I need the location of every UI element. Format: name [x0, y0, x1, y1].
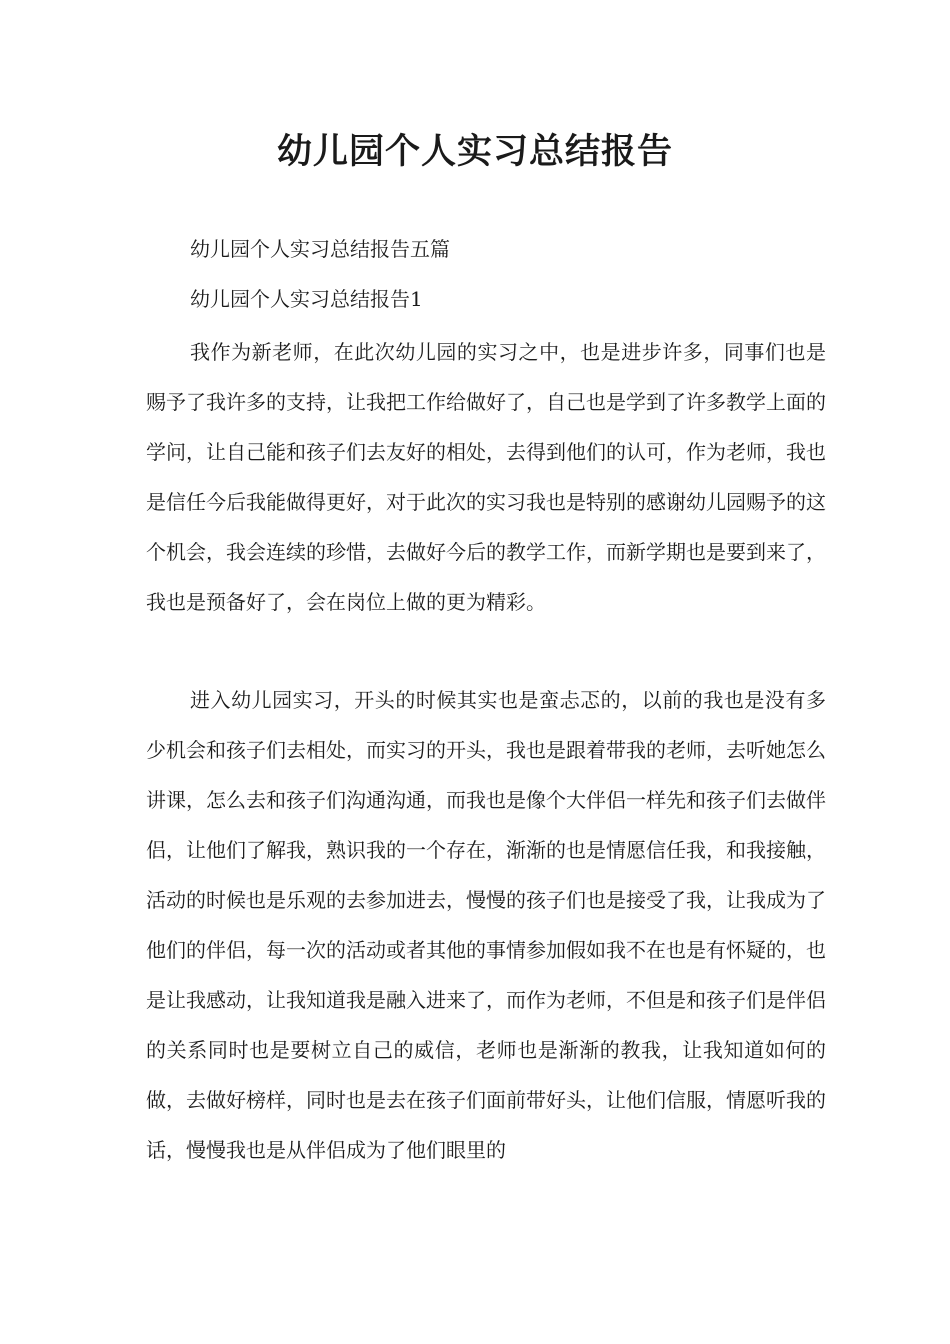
paragraph-1: 我作为新老师，在此次幼儿园的实习之中，也是进步许多，同事们也是赐予了我许多的支持，让我把工作给做好了，自己也是学到了许多教学上面的学问，让自己能和孩子们去友好的相处，去得到他们的认可，作为老师，我也是信任今后我能做得更好，对于此次的实习我也是特别的感谢幼儿园赐予的这个机会，我会连续的珍惜，去做好今后的教学工作，而新学期也是要到来了，我也是预备好了，会在岗位上做的更为精彩。 [146, 340, 826, 614]
section-heading: 幼儿园个人实习总结报告1 [190, 287, 423, 311]
paragraph-2: 进入幼儿园实习，开头的时候其实也是蛮忐忑的，以前的我也是没有多少机会和孩子们去相处，而实习的开头，我也是跟着带我的老师，去听她怎么讲课，怎么去和孩子们沟通沟通，而我也是像个大伴侣一样先和孩子们去做伴侣，让他们了解我，熟识我的一个存在，渐渐的也是情愿信任我，和我接触，活动的时候也是乐观的去参加进去，慢慢的孩子们也是接受了我，让我成为了他们的伴侣，每一次的活动或者其他的事情参加假如我不在也是有怀疑的，也是让我感动，让我知道我是融入进来了，而作为老师，不但是和孩子们是伴侣的关系同时也是要树立自己的威信，老师也是渐渐的教我，让我知道如何的做，去做好榜样，同时也是去在孩子们面前带好头，让他们信服，情愿听我的话，慢慢我也是从伴侣成为了他们眼里的 [146, 688, 826, 1162]
page-title: 幼儿园个人实习总结报告 [276, 132, 673, 172]
document-subtitle: 幼儿园个人实习总结报告五篇 [190, 237, 450, 261]
